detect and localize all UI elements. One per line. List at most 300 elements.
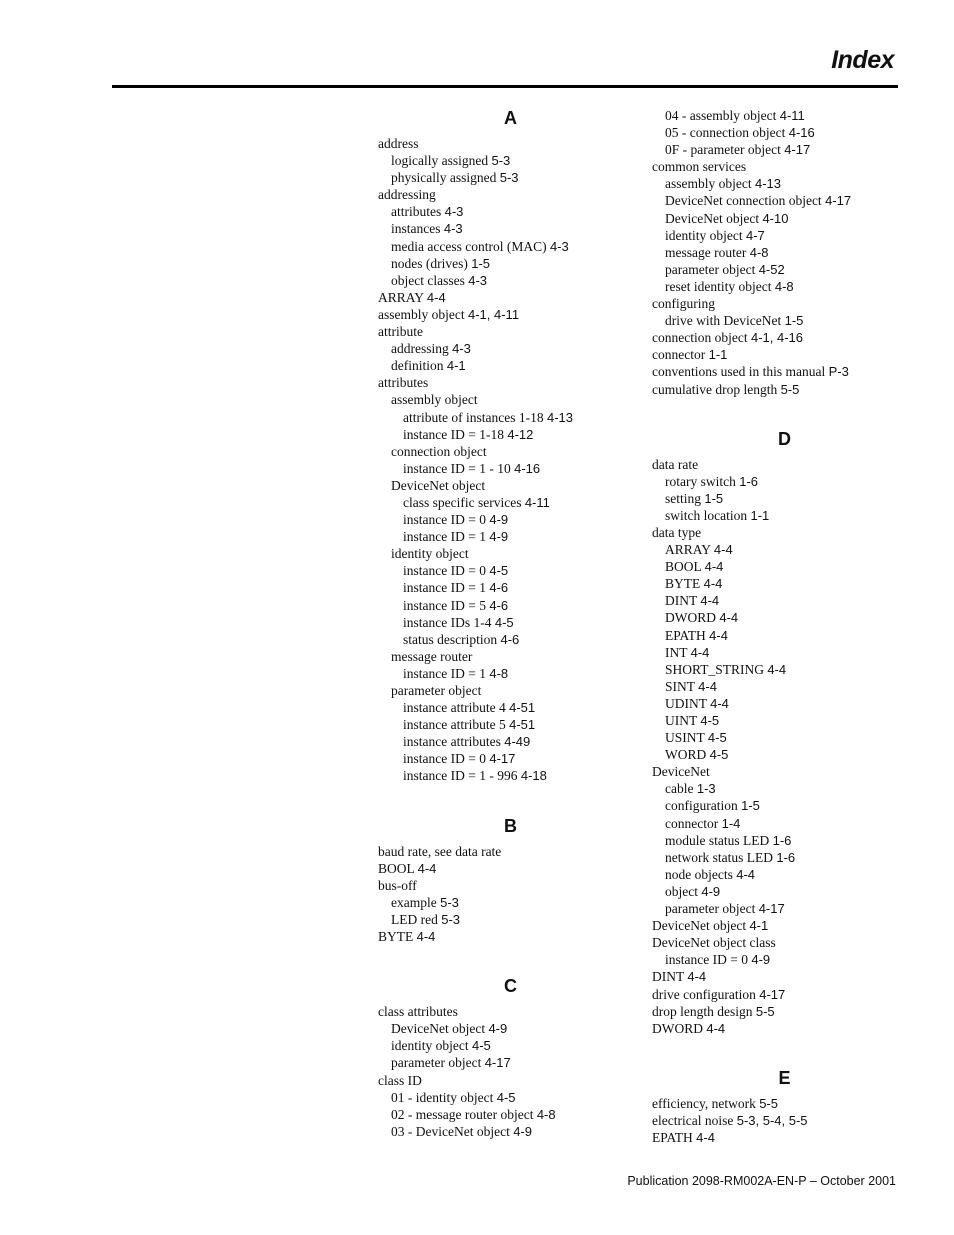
index-term: identity object (665, 227, 743, 243)
index-term: data rate (652, 456, 699, 472)
index-entry (378, 238, 643, 255)
index-term: definition (391, 358, 444, 374)
index-term: configuring (652, 296, 715, 312)
index-term: DWORD (665, 610, 716, 626)
index-term: drive configuration (652, 986, 756, 1002)
index-page-ref[interactable]: 4-52 (758, 261, 785, 277)
index-entry (652, 507, 917, 524)
index-entry (378, 169, 643, 186)
index-entry (378, 911, 643, 928)
index-page-ref[interactable]: 4-17 (489, 751, 516, 767)
header-rule (112, 85, 898, 88)
index-entry (652, 381, 917, 398)
index-term: BOOL (378, 860, 415, 876)
index-page-ref[interactable]: P-3 (828, 364, 849, 380)
index-entry (652, 780, 917, 797)
index-page-ref[interactable]: 4-4 (713, 542, 733, 558)
index-entry (652, 729, 917, 746)
index-term: media access control (MAC) (391, 238, 547, 254)
index-term: instance ID = 0 (665, 952, 748, 968)
index-entry (378, 631, 643, 648)
index-entry (652, 158, 917, 175)
index-entry (652, 227, 917, 244)
index-entry (652, 678, 917, 695)
index-term: ARRAY (665, 542, 711, 558)
index-entry (378, 699, 643, 716)
index-page-ref[interactable]: 4-4 (700, 593, 720, 609)
index-page-ref[interactable]: 4-4 (416, 929, 436, 945)
index-page-ref[interactable]: 4-17 (758, 901, 785, 917)
index-term: BYTE (665, 576, 701, 592)
index-entry (652, 797, 917, 814)
index-entry (378, 545, 643, 562)
index-page-ref[interactable]: 4-9 (488, 1021, 508, 1037)
index-entry (652, 746, 917, 763)
index-page-ref[interactable]: 4-18 (520, 768, 547, 784)
index-entry (652, 278, 917, 295)
index-term: nodes (drives) (391, 255, 468, 271)
index-term: DeviceNet connection object (665, 193, 822, 209)
index-entry (652, 1020, 917, 1037)
index-term: DeviceNet object class (652, 935, 776, 951)
index-entry (652, 1095, 917, 1112)
index-entry (378, 135, 643, 152)
index-term: configuration (665, 798, 738, 814)
index-page-ref[interactable]: 4-9 (489, 529, 509, 545)
index-page-ref[interactable]: 4-9 (701, 883, 721, 899)
index-term: bus-off (378, 877, 417, 893)
index-entry (652, 934, 917, 951)
index-page-ref[interactable]: 4-4 (767, 661, 787, 677)
index-entry (378, 272, 643, 289)
index-term: cable (665, 781, 694, 797)
index-entry (378, 1089, 643, 1106)
index-term: cumulative drop length (652, 381, 778, 397)
index-page-ref[interactable]: 5-5 (759, 1095, 778, 1111)
index-entry (652, 490, 917, 507)
index-entry (378, 255, 643, 272)
index-term: BOOL (665, 559, 702, 575)
index-page-ref[interactable]: 5-5 (780, 381, 800, 397)
index-term: electrical noise (652, 1112, 734, 1128)
index-page-ref[interactable]: 4-5 (709, 747, 729, 763)
index-page-ref[interactable]: 4-9 (751, 952, 771, 968)
index-entry (652, 524, 917, 541)
index-term: reset identity object (665, 278, 772, 294)
publication-footer: Publication 2098-RM002A-EN-P – October 2001 (627, 1174, 896, 1188)
index-page-ref[interactable]: 5-3 (440, 894, 459, 910)
index-term: connection object (652, 330, 748, 346)
index-section (378, 975, 643, 1140)
index-entry (378, 152, 643, 169)
index-entry (652, 124, 917, 141)
index-entry (378, 767, 643, 784)
index-column-right (652, 107, 917, 1176)
index-term: instance ID = 1 (403, 529, 486, 545)
index-term: drop length design (652, 1003, 753, 1019)
index-entry (652, 210, 917, 227)
index-term: attributes (378, 375, 429, 391)
index-section (378, 815, 643, 946)
index-entry (652, 832, 917, 849)
index-term: instances (391, 221, 441, 237)
index-entry (378, 203, 643, 220)
index-entry (378, 323, 643, 340)
index-entry (652, 815, 917, 832)
index-term: module status LED (665, 832, 770, 848)
index-entry (378, 391, 643, 408)
index-term: 01 - identity object (391, 1089, 494, 1105)
index-page-ref[interactable]: 4-13 (754, 176, 782, 192)
index-entry (378, 1072, 643, 1089)
index-page-ref[interactable]: 4-5 (494, 614, 514, 630)
index-term: DeviceNet object (652, 918, 747, 934)
index-page-ref[interactable]: 1-6 (772, 832, 792, 848)
index-term: physically assigned (391, 170, 497, 186)
index-term: USINT (665, 730, 705, 746)
index-entry (652, 609, 917, 626)
index-term: status description (403, 631, 498, 647)
index-page-ref[interactable]: 1-5 (471, 255, 491, 271)
index-entry (378, 750, 643, 767)
index-term: parameter object (665, 901, 756, 917)
index-page-ref[interactable]: 5-3 (491, 153, 511, 169)
index-page-ref[interactable]: 4-4 (736, 866, 756, 882)
index-entry (652, 261, 917, 278)
section-letter: B (504, 815, 517, 836)
index-term: node objects (665, 866, 733, 882)
index-term: parameter object (391, 683, 482, 698)
index-term: assembly object (378, 306, 465, 322)
page-title: Index (831, 46, 894, 74)
index-entry (378, 928, 643, 945)
index-entry (378, 186, 643, 203)
index-entry (652, 849, 917, 866)
index-term: object classes (391, 272, 465, 288)
index-page-ref[interactable]: 4-3 (549, 238, 569, 254)
index-entry (378, 220, 643, 237)
index-page-ref[interactable]: 4-4 (709, 627, 728, 643)
index-term: connection object (391, 443, 487, 459)
index-entry (378, 289, 643, 306)
index-section (652, 1067, 917, 1146)
index-term: efficiency, network (652, 1095, 756, 1111)
index-term: parameter object (391, 1055, 482, 1071)
index-page-ref[interactable]: 4-17 (784, 142, 811, 158)
index-page-ref[interactable]: 1-6 (776, 849, 796, 865)
section-letter: C (504, 976, 517, 997)
index-page-ref[interactable]: 4-4 (698, 678, 717, 694)
index-page-ref[interactable]: 4-16 (514, 460, 541, 476)
index-term: SHORT_STRING (665, 661, 764, 677)
index-entry (378, 511, 643, 528)
index-page-ref[interactable]: 4-1 (749, 918, 769, 934)
index-term: instance ID = 1 - 996 (403, 768, 518, 784)
index-page-ref[interactable]: 4-4 (703, 576, 723, 592)
index-entry (378, 357, 643, 374)
index-entry (378, 460, 643, 477)
index-term: instance attribute 4 (403, 700, 506, 716)
index-entry (652, 695, 917, 712)
index-entry (652, 968, 917, 985)
index-entry (378, 528, 643, 545)
index-term: BYTE (378, 929, 414, 945)
index-term: parameter object (665, 261, 756, 277)
index-term: addressing (378, 187, 436, 203)
index-term: connector (652, 347, 706, 363)
index-term: connector (665, 815, 719, 831)
index-entry (652, 329, 917, 346)
index-page-ref[interactable]: 4-9 (513, 1123, 532, 1139)
index-entry (378, 426, 643, 443)
index-page-ref[interactable]: 4-1 (446, 358, 466, 374)
index-term: DINT (652, 969, 684, 985)
index-entry (378, 733, 643, 750)
index-term: setting (665, 490, 701, 506)
index-term: object (665, 883, 698, 899)
index-page-ref[interactable]: 4-13 (546, 409, 573, 425)
index-term: UDINT (665, 695, 707, 711)
index-entry (378, 597, 643, 614)
index-term: conventions used in this manual (652, 364, 826, 380)
index-entry (652, 192, 917, 209)
index-term: 0F - parameter object (665, 142, 781, 158)
index-section (378, 107, 643, 785)
index-column-left (378, 107, 643, 1170)
index-page-ref[interactable]: 4-8 (774, 278, 794, 294)
index-entry (652, 244, 917, 261)
index-page-ref[interactable]: 1-5 (704, 490, 724, 506)
index-term: DWORD (652, 1020, 703, 1036)
index-page-ref[interactable]: 4-51 (509, 700, 536, 716)
index-entry (652, 951, 917, 968)
index-page-ref[interactable]: 5-3, 5-4, 5-5 (736, 1112, 808, 1128)
index-term: UINT (665, 713, 697, 728)
index-entry (652, 312, 917, 329)
index-term: 03 - DeviceNet object (391, 1123, 510, 1139)
index-entry (652, 1112, 917, 1129)
index-entry (378, 477, 643, 494)
index-page-ref[interactable]: 4-4 (417, 860, 437, 876)
index-entry (378, 1037, 643, 1054)
index-entry (378, 409, 643, 426)
index-term: assembly object (665, 176, 752, 192)
index-term: instance IDs 1-4 (403, 614, 492, 630)
index-entry (378, 860, 643, 877)
index-term: instance ID = 0 (403, 563, 486, 579)
index-entry (378, 579, 643, 596)
index-term: DeviceNet object (391, 477, 486, 493)
index-entry (652, 712, 917, 729)
index-page-ref[interactable]: 4-17 (825, 193, 852, 209)
index-entry (378, 562, 643, 579)
index-term: address (378, 136, 419, 151)
index-entry (652, 917, 917, 934)
index-page-ref[interactable]: 4-12 (507, 426, 534, 442)
index-term: instance ID = 1 - 10 (403, 460, 511, 476)
index-page-ref[interactable]: 4-9 (489, 512, 509, 528)
index-term: assembly object (391, 392, 478, 408)
index-entry (652, 592, 917, 609)
index-entry (652, 883, 917, 900)
index-page-ref[interactable]: 4-8 (489, 665, 509, 681)
index-page-ref[interactable]: 4-5 (700, 713, 720, 728)
index-page-ref[interactable]: 4-8 (749, 244, 769, 260)
index-page-ref[interactable]: 5-3 (441, 911, 461, 927)
index-term: attribute (378, 324, 423, 340)
index-term: ARRAY (378, 289, 424, 305)
index-page-ref[interactable]: 4-3 (468, 272, 488, 288)
index-page-ref[interactable]: 1-4 (721, 815, 741, 831)
index-term: class attributes (378, 1004, 458, 1020)
index-entry (652, 627, 917, 644)
index-entry (378, 614, 643, 631)
index-page-ref[interactable]: 1-1 (708, 347, 728, 363)
index-page-ref[interactable]: 4-4 (706, 1020, 726, 1036)
index-term: example (391, 894, 437, 910)
index-page-ref[interactable]: 4-3 (444, 204, 464, 220)
index-page-ref[interactable]: 4-4 (704, 559, 724, 575)
index-page-ref[interactable]: 4-5 (489, 563, 509, 579)
index-page-ref[interactable]: 4-4 (696, 1129, 715, 1145)
section-letter: A (504, 108, 517, 128)
index-entry (652, 866, 917, 883)
section-letter: E (778, 1067, 791, 1088)
index-entry (652, 141, 917, 158)
index-entry (378, 665, 643, 682)
index-entry (378, 494, 643, 511)
index-term: drive with DeviceNet (665, 313, 782, 329)
index-term: identity object (391, 1038, 469, 1054)
index-entry (378, 1106, 643, 1123)
index-page-ref[interactable]: 4-4 (690, 644, 710, 660)
index-entry (378, 843, 643, 860)
index-term: common services (652, 159, 747, 175)
index-term: logically assigned (391, 153, 489, 169)
index-page-ref[interactable]: 4-6 (500, 631, 520, 647)
index-page-ref[interactable]: 4-7 (745, 227, 765, 243)
index-entry (652, 473, 917, 490)
index-page-ref[interactable]: 4-4 (710, 695, 729, 711)
index-term: LED red (391, 911, 438, 927)
index-entry (378, 374, 643, 391)
index-term: attributes (391, 204, 442, 220)
index-entry (652, 558, 917, 575)
index-term: 05 - connection object (665, 125, 786, 141)
index-page-ref[interactable]: 4-1, 4-11 (467, 306, 520, 322)
index-entry (652, 1129, 917, 1146)
index-entry (378, 682, 643, 699)
index-term: instance ID = 1 (403, 665, 486, 681)
index-page-ref[interactable]: 4-6 (489, 597, 509, 613)
index-section (652, 107, 917, 398)
index-entry (652, 661, 917, 678)
index-page-ref[interactable]: 4-3 (443, 221, 463, 237)
index-term: EPATH (665, 627, 706, 643)
index-term: identity object (391, 546, 469, 562)
index-page-ref[interactable]: 1-6 (739, 473, 759, 489)
index-term: baud rate, see data rate (378, 843, 502, 859)
index-term: instance ID = 0 (403, 512, 486, 528)
index-term: SINT (665, 678, 695, 694)
index-entry (652, 1003, 917, 1020)
index-term: rotary switch (665, 473, 736, 489)
index-entry (378, 1123, 643, 1140)
index-term: network status LED (665, 849, 773, 865)
index-term: attribute of instances 1-18 (403, 409, 544, 425)
index-term: DeviceNet object (391, 1021, 486, 1037)
index-term: instance attribute 5 (403, 717, 506, 733)
index-entry (652, 175, 917, 192)
index-entry (652, 541, 917, 558)
index-page-ref[interactable]: 1-1 (750, 507, 770, 523)
index-page-ref[interactable]: 4-49 (504, 734, 531, 750)
index-page-ref[interactable]: 4-8 (536, 1106, 556, 1122)
index-term: 02 - message router object (391, 1106, 534, 1122)
index-page-ref[interactable]: 4-3 (452, 341, 471, 357)
index-page-ref[interactable]: 5-3 (499, 170, 519, 186)
index-section (652, 428, 917, 1037)
index-page-ref[interactable]: 4-1, 4-16 (750, 330, 804, 346)
index-entry (652, 456, 917, 473)
index-term: addressing (391, 341, 449, 357)
index-term: WORD (665, 747, 707, 763)
index-entry (378, 340, 643, 357)
index-page-ref[interactable]: 4-11 (524, 494, 550, 510)
index-page-ref[interactable]: 1-3 (696, 781, 716, 797)
index-page-ref[interactable]: 4-4 (719, 610, 739, 626)
index-entry (652, 107, 917, 124)
index-page-ref[interactable]: 4-5 (471, 1038, 491, 1054)
index-entry (652, 986, 917, 1003)
index-entry (378, 894, 643, 911)
index-term: instance ID = 0 (403, 751, 486, 767)
index-term: instance ID = 1 (403, 580, 486, 596)
index-entry (652, 644, 917, 661)
index-entry (378, 1003, 643, 1020)
index-page-ref[interactable]: 4-11 (779, 108, 805, 123)
index-entry (378, 716, 643, 733)
index-page-ref[interactable]: 4-5 (496, 1089, 516, 1105)
index-page-ref[interactable]: 4-10 (762, 210, 789, 226)
index-entry (378, 877, 643, 894)
index-term: data type (652, 524, 702, 540)
index-page-ref[interactable]: 4-17 (484, 1055, 511, 1071)
index-page-ref[interactable]: 1-5 (784, 313, 804, 329)
index-page-ref[interactable]: 5-5 (755, 1003, 775, 1019)
index-page-ref[interactable]: 4-16 (788, 125, 815, 141)
index-term: DeviceNet object (665, 210, 760, 226)
index-page-ref[interactable]: 1-5 (741, 798, 760, 814)
index-page-ref[interactable]: 4-4 (687, 969, 707, 985)
index-page-ref[interactable]: 4-4 (426, 289, 446, 305)
index-page-ref[interactable]: 4-5 (707, 730, 727, 746)
index-page-ref[interactable]: 4-51 (509, 717, 536, 733)
index-entry (652, 346, 917, 363)
index-page-ref[interactable]: 4-17 (759, 986, 786, 1002)
index-term: instance ID = 1-18 (403, 426, 504, 442)
index-entry (652, 295, 917, 312)
index-entry (378, 1054, 643, 1071)
index-entry (378, 306, 643, 323)
index-term: 04 - assembly object (665, 108, 777, 123)
index-term: INT (665, 644, 688, 660)
index-term: instance attributes (403, 734, 501, 750)
index-entry (652, 763, 917, 780)
index-entry (652, 900, 917, 917)
index-page-ref[interactable]: 4-6 (489, 580, 509, 596)
index-entry (378, 443, 643, 460)
